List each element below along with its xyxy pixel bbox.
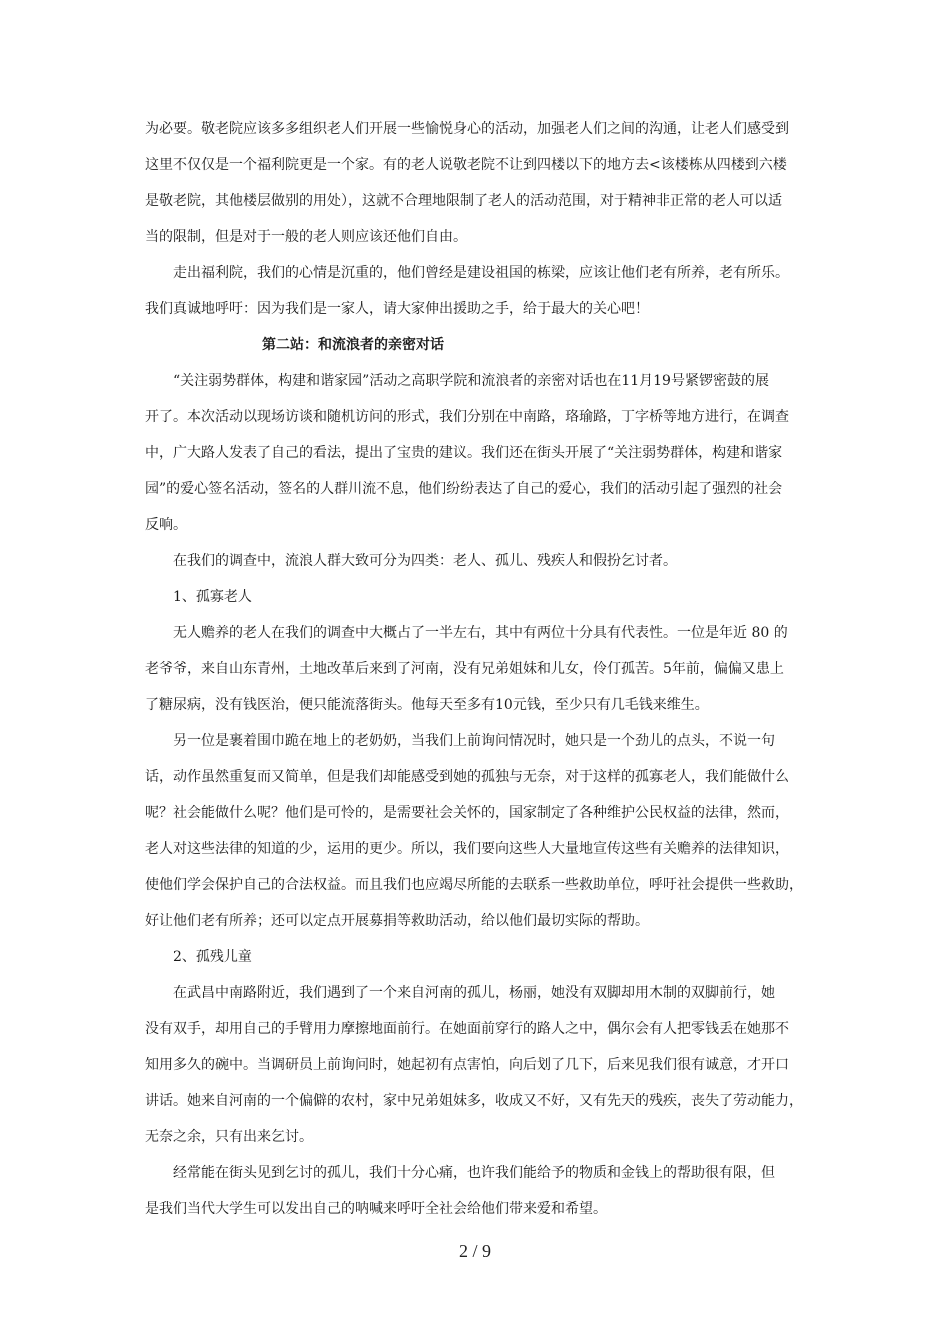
paragraph-line: 老人对这些法律的知道的少，运用的更少。所以，我们要向这些人大量地宣传这些有关赡养的法律知识， bbox=[145, 841, 789, 857]
paragraph-line: 是我们当代大学生可以发出自己的呐喊来呼吁全社会给他们带来爱和希望。 bbox=[145, 1201, 607, 1217]
paragraph-line: 话，动作虽然重复而又简单，但是我们却能感受到她的孤独与无奈，对于这样的孤寡老人，我们能做什么 bbox=[145, 769, 789, 785]
list-heading-1: 1、孤寡老人 bbox=[173, 589, 252, 605]
paragraph-line: 开了。本次活动以现场访谈和随机访问的形式，我们分别在中南路，珞瑜路，丁字桥等地方进行，在调查 bbox=[145, 409, 789, 425]
list-heading-2: 2、孤残儿童 bbox=[173, 949, 252, 965]
paragraph-line: 呢？社会能做什么呢？他们是可怜的，是需要社会关怀的，国家制定了各种维护公民权益的法律，然而， bbox=[145, 805, 789, 821]
paragraph-line: 是敬老院，其他楼层做别的用处），这就不合理地限制了老人的活动范围，对于精神非正常的老人可以适 bbox=[145, 193, 782, 209]
paragraph-line: 讲话。她来自河南的一个偏僻的农村，家中兄弟姐妹多，收成又不好，又有先天的残疾，丧失了劳动能力， bbox=[145, 1093, 803, 1109]
paragraph-line: 在武昌中南路附近，我们遇到了一个来自河南的孤儿，杨丽，她没有双脚却用木制的双脚前行，她 bbox=[173, 985, 775, 1001]
paragraph-line: 没有双手，却用自己的手臂用力摩擦地面前行。在她面前穿行的路人之中，偶尔会有人把零钱丢在她那不 bbox=[145, 1021, 789, 1037]
paragraph-line: 园”的爱心签名活动，签名的人群川流不息，他们纷纷表达了自己的爱心，我们的活动引起了强烈的社会 bbox=[145, 481, 783, 497]
page-number: 2 / 9 bbox=[458, 1241, 491, 1261]
paragraph-line: 我们真诚地呼吁：因为我们是一家人，请大家伸出援助之手，给于最大的关心吧！ bbox=[145, 301, 649, 317]
paragraph-line: 知用多久的碗中。当调研员上前询问时，她起初有点害怕，向后划了几下，后来见我们很有诚意，才开口 bbox=[145, 1057, 789, 1073]
paragraph-line: 另一位是裹着围巾跪在地上的老奶奶，当我们上前询问情况时，她只是一个劲儿的点头，不说一句 bbox=[173, 733, 775, 749]
paragraph-line: 这里不仅仅是一个福利院更是一个家。有的老人说敬老院不让到四楼以下的地方去<该楼栋从四楼到六楼 bbox=[145, 157, 787, 173]
paragraph-line: 了糖尿病，没有钱医治，便只能流落街头。他每天至多有10元钱，至少只有几毛钱来维生。 bbox=[145, 697, 709, 713]
paragraph-line: 老爷爷，来自山东青州，土地改革后来到了河南，没有兄弟姐妹和儿女，伶仃孤苦。5年前，偏偏又患上 bbox=[145, 661, 784, 677]
paragraph-line: 使他们学会保护自己的合法权益。而且我们也应竭尽所能的去联系一些救助单位，呼吁社会提供一些救助， bbox=[145, 877, 803, 893]
paragraph-line: 无奈之余，只有出来乞讨。 bbox=[145, 1129, 313, 1145]
paragraph-line: 当的限制，但是对于一般的老人则应该还他们自由。 bbox=[145, 229, 467, 245]
paragraph-line: 无人赡养的老人在我们的调查中大概占了一半左右，其中有两位十分具有代表性。一位是年近 80 的 bbox=[173, 625, 788, 641]
paragraph-line: 经常能在街头见到乞讨的孤儿，我们十分心痛，也许我们能给予的物质和金钱上的帮助很有限，但 bbox=[173, 1165, 775, 1181]
paragraph-line: 好让他们老有所养；还可以定点开展募捐等救助活动，给以他们最切实际的帮助。 bbox=[145, 913, 649, 929]
paragraph-line: 中，广大路人发表了自己的看法，提出了宝贵的建议。我们还在街头开展了“关注弱势群体，构建和谐家 bbox=[145, 445, 783, 461]
section-heading: 第二站：和流浪者的亲密对话 bbox=[262, 337, 444, 353]
paragraph-line: 走出福利院，我们的心情是沉重的，他们曾经是建设祖国的栋梁，应该让他们老有所养，老有所乐。 bbox=[173, 265, 789, 281]
paragraph-line: 反响。 bbox=[145, 517, 187, 533]
paragraph-line: “关注弱势群体，构建和谐家园”活动之高职学院和流浪者的亲密对话也在11月19号紧锣密鼓的展 bbox=[173, 373, 769, 389]
paragraph-line: 为必要。敬老院应该多多组织老人们开展一些愉悦身心的活动，加强老人们之间的沟通，让老人们感受到 bbox=[145, 121, 789, 137]
document-body bbox=[145, 120, 811, 1236]
paragraph-line: 在我们的调查中，流浪人群大致可分为四类：老人、孤儿、残疾人和假扮乞讨者。 bbox=[173, 553, 677, 569]
